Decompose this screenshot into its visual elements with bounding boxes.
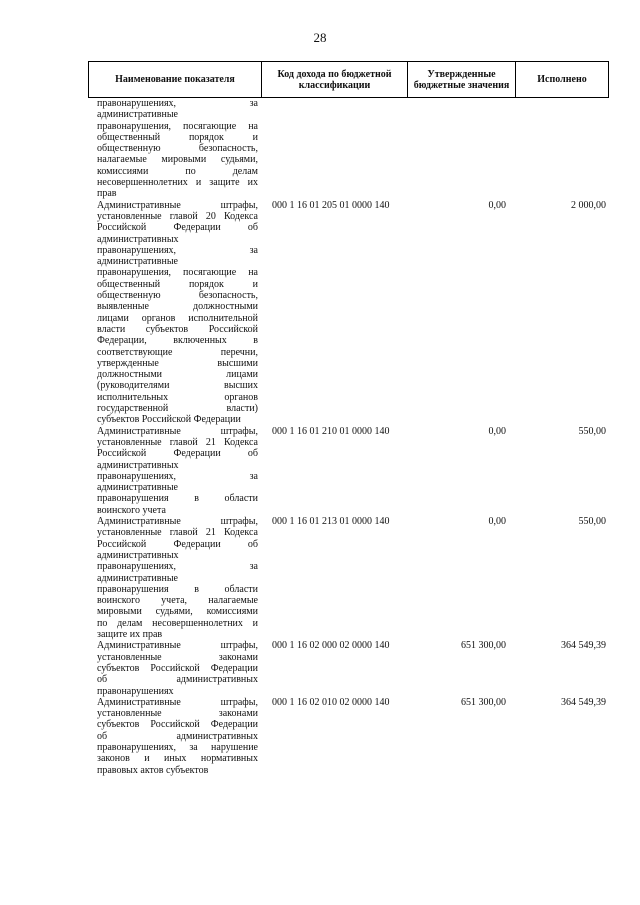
indicator-name-line: установленные главой 20 Кодекса [97, 210, 258, 222]
indicator-name-line: административные [97, 256, 178, 268]
indicator-name [97, 200, 258, 426]
income-code: 000 1 16 01 205 01 0000 140 [272, 199, 390, 211]
indicator-name-line: налагаемые мировыми судьями, [97, 154, 258, 166]
indicator-name-line: воинского учета, налагаемые [97, 595, 258, 607]
income-code: 000 1 16 02 000 02 0000 140 [272, 640, 390, 652]
indicator-name-line: об административных [97, 730, 258, 742]
indicator-name [97, 697, 258, 776]
indicator-name-line: выявленные должностными [97, 301, 258, 313]
indicator-name-line: правонарушениях, за [97, 244, 258, 256]
indicator-name-line: государственной власти) [97, 403, 258, 415]
indicator-name-line: Российской Федерации об [97, 538, 258, 550]
indicator-name-line: правонарушения, посягающие на [97, 267, 258, 279]
executed-value: 364 549,39 [561, 696, 606, 708]
indicator-name-line: Российской Федерации об [97, 222, 258, 234]
indicator-name-line: установленные главой 21 Кодекса [97, 436, 258, 448]
indicator-name-line: Российской Федерации об [97, 448, 258, 460]
header-approved: Утвержденные бюджетные значения [407, 62, 515, 97]
indicator-name-line: должностными лицами [97, 369, 258, 381]
header-name: Наименование показателя [88, 62, 261, 97]
indicator-name-line: исполнительных органов [97, 391, 258, 403]
indicator-name-line: Федерации, включенных в [97, 335, 258, 347]
indicator-name [97, 640, 258, 696]
indicator-name-line: комиссиями по делам [97, 165, 258, 177]
indicator-name-line: об административных [97, 674, 258, 686]
header-done: Исполнено [515, 62, 609, 97]
indicator-name-line: правонарушениях, за нарушение [97, 742, 258, 754]
executed-value: 550,00 [578, 425, 606, 437]
indicator-name-line: законов и иных нормативных [97, 753, 258, 765]
income-code: 000 1 16 01 213 01 0000 140 [272, 516, 390, 528]
executed-value: 550,00 [578, 516, 606, 528]
indicator-name-line: общественную безопасность, [97, 290, 258, 302]
indicator-name-line: правонарушения в области [97, 493, 258, 505]
indicator-name-line: по делам несовершеннолетних и [97, 617, 258, 629]
approved-value: 651 300,00 [461, 696, 506, 708]
indicator-name-line: субъектов Российской Федерации [97, 719, 258, 731]
indicator-name-line: утвержденные высшими [97, 357, 258, 369]
executed-value: 2 000,00 [571, 199, 606, 211]
indicator-name-line: правонарушениях [97, 685, 174, 697]
indicator-name-line: Административные штрафы, [97, 425, 258, 437]
indicator-name-line: правонарушениях, за [97, 561, 258, 573]
indicator-name-line: общественную безопасность, [97, 143, 258, 155]
indicator-name-line: соответствующие перечни, [97, 346, 258, 358]
indicator-name-line: административные [97, 482, 178, 494]
indicator-name-line: правонарушениях, за [97, 98, 258, 109]
indicator-name-line: Административные штрафы, [97, 696, 258, 708]
indicator-name-line: установленные главой 21 Кодекса [97, 527, 258, 539]
indicator-name-line: Административные штрафы, [97, 640, 258, 652]
table-header [88, 61, 609, 98]
indicator-name [97, 98, 258, 200]
indicator-name-line: прав [97, 188, 117, 200]
indicator-name [97, 516, 258, 640]
indicator-name-line: административные [97, 109, 178, 121]
indicator-name-line: правовых актов субъектов [97, 764, 209, 776]
approved-value: 651 300,00 [461, 640, 506, 652]
indicator-name-line: Административные штрафы, [97, 199, 258, 211]
page-number: 28 [313, 30, 327, 45]
indicator-name-line: административных [97, 549, 179, 561]
indicator-name-line: правонарушения в области [97, 583, 258, 595]
indicator-name-line: административных [97, 233, 179, 245]
indicator-name-line: правонарушениях, за [97, 470, 258, 482]
indicator-name-line: установленные законами [97, 708, 258, 720]
indicator-name-line: общественный порядок и [97, 131, 258, 143]
indicator-name-line: лицами органов исполнительной [97, 312, 258, 324]
approved-value: 0,00 [488, 516, 506, 528]
approved-value: 0,00 [488, 199, 506, 211]
indicator-name-line: воинского учета [97, 504, 166, 516]
indicator-name-line: общественный порядок и [97, 278, 258, 290]
income-code: 000 1 16 02 010 02 0000 140 [272, 696, 390, 708]
executed-value: 364 549,39 [561, 640, 606, 652]
indicator-name-line: установленные законами [97, 651, 258, 663]
indicator-name-line: субъектов Российской Федерации [97, 662, 258, 674]
header-code: Код дохода по бюджетной классификации [261, 62, 407, 97]
indicator-name-line: власти субъектов Российской [97, 323, 258, 335]
indicator-name [97, 426, 258, 516]
approved-value: 0,00 [488, 425, 506, 437]
indicator-name-line: защите их прав [97, 629, 163, 641]
indicator-name-line: Административные штрафы, [97, 516, 258, 528]
indicator-name-line: субъектов Российской Федерации [97, 414, 241, 426]
indicator-name-line: административные [97, 572, 178, 584]
indicator-name-line: правонарушения, посягающие на [97, 120, 258, 132]
indicator-name-line: несовершеннолетних и защите их [97, 177, 258, 189]
indicator-name-line: (руководителями высших [97, 380, 258, 392]
income-code: 000 1 16 01 210 01 0000 140 [272, 425, 390, 437]
indicator-name-line: административных [97, 459, 179, 471]
indicator-name-line: мировыми судьями, комиссиями [97, 606, 258, 618]
